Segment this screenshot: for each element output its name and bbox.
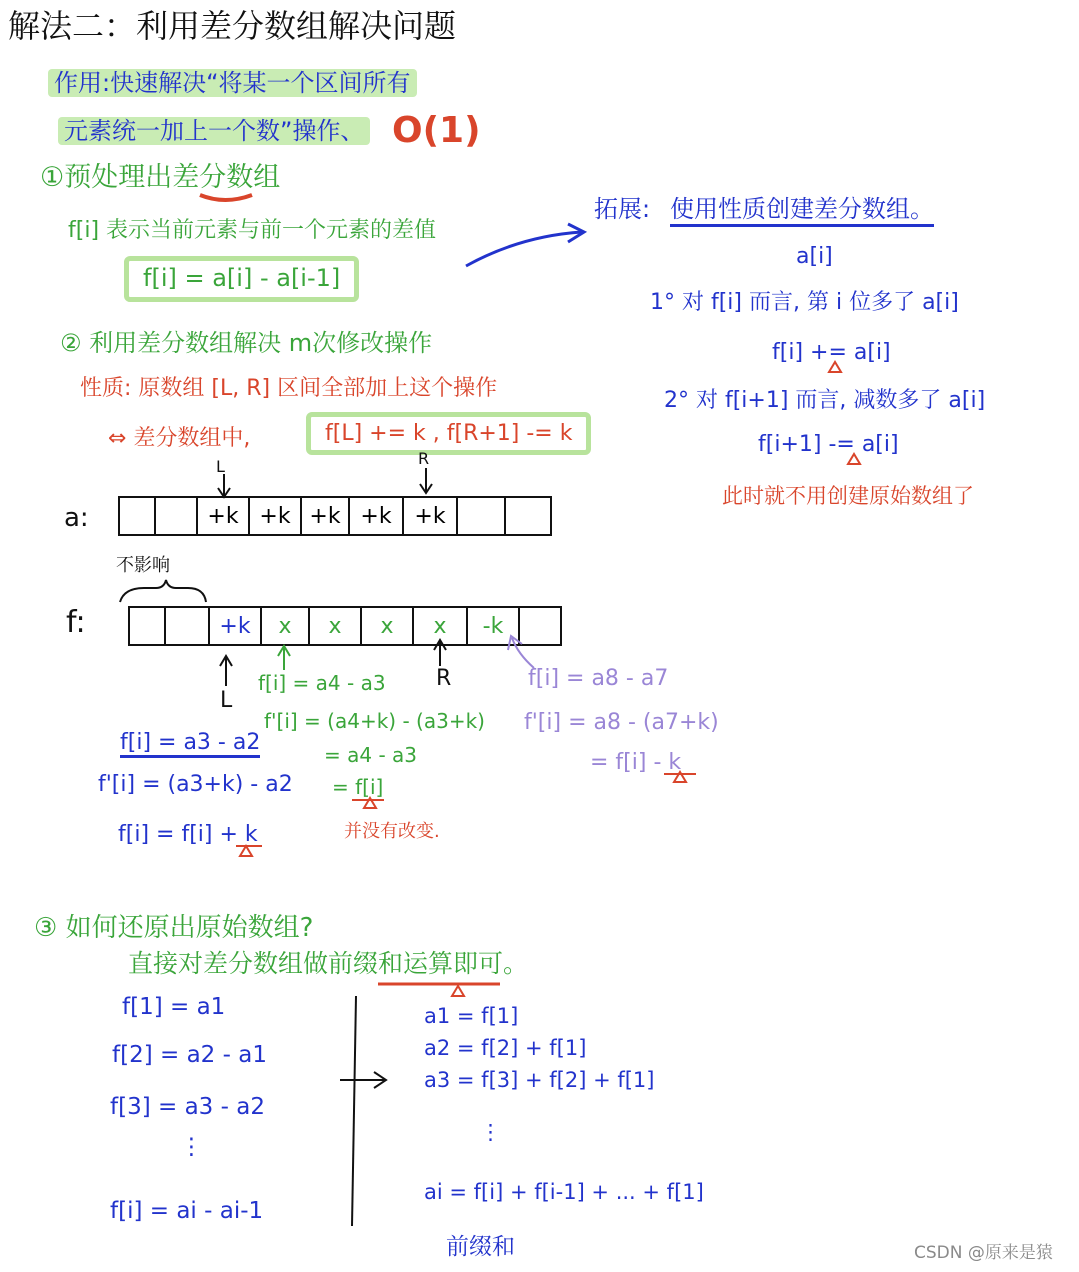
array-f-L-label: L [220, 688, 233, 713]
array-a-R-label: R [418, 449, 430, 468]
step3-left-5: f[i] = ai - ai-1 [110, 1198, 264, 1224]
array-a-cell [458, 498, 506, 534]
array-a-cell [156, 498, 198, 534]
triangle-mark [364, 798, 376, 808]
derivation-green-note: 并没有改变. [344, 821, 440, 842]
intro-line-1-text: 作用:快速解决“将某一个区间所有 [48, 69, 417, 97]
step3-right-1: a1 = f[1] [424, 1004, 519, 1028]
watermark: CSDN @原来是猿 [914, 1243, 1053, 1263]
array-a-cell [120, 498, 156, 534]
array-f-cell: x [362, 608, 414, 644]
intro-line-2-text: 元素统一加上一个数”操作、 [58, 117, 370, 145]
triangle-mark [452, 986, 464, 996]
step3-right-3: a3 = f[3] + f[2] + f[1] [424, 1068, 655, 1092]
step1-heading: ①预处理出差分数组 [40, 162, 281, 193]
array-f-cell: x [262, 608, 310, 644]
array-a-cell [506, 498, 550, 534]
intro-line-2 [58, 118, 370, 146]
step3-left-2: f[2] = a2 - a1 [112, 1042, 267, 1068]
array-a-L-label: L [216, 457, 225, 476]
step1-formula: f[i] = a[i] - a[i-1] [124, 256, 359, 302]
intro-line-1 [48, 70, 417, 98]
step2-property: 性质: 原数组 [L, R] 区间全部加上这个操作 [80, 376, 498, 401]
green-arrow-f [278, 646, 290, 670]
derivation-blue-1: f[i] = a3 - a2 [120, 730, 260, 758]
derivation-blue-2: f'[i] = (a3+k) - a2 [98, 772, 293, 797]
page-title: 解法二：利用差分数组解决问题 [8, 7, 457, 45]
array-f-label: f: [66, 605, 86, 640]
array-f-cell [166, 608, 210, 644]
array-f-cell: x [310, 608, 362, 644]
array-f-cell: +k [210, 608, 262, 644]
step3-left-4: ⋮ [180, 1134, 203, 1160]
array-f-R-label: R [436, 666, 452, 691]
extension-point-2: 2° 对 f[i+1] 而言, 减数多了 a[i] [664, 388, 986, 413]
step3-right-5: ai = f[i] + f[i-1] + ... + f[1] [424, 1180, 704, 1204]
step3-right-2: a2 = f[2] + f[1] [424, 1036, 587, 1060]
array-f-cell [130, 608, 166, 644]
extension-point-1-op: f[i] += a[i] [772, 340, 891, 365]
step2-equiv-formula: f[L] += k , f[R+1] -= k [306, 412, 591, 455]
step2-heading: ② 利用差分数组解决 m次修改操作 [60, 329, 433, 357]
step3-arrow [340, 1072, 386, 1088]
L-arrow-f [220, 656, 232, 686]
derivation-green-2: f'[i] = (a4+k) - (a3+k) [264, 709, 485, 733]
array-f-cell: x [414, 608, 468, 644]
extension-ai: a[i] [796, 244, 833, 269]
step1-description: f[i] 表示当前元素与前一个元素的差值 [68, 218, 437, 243]
red-underline-stroke [200, 195, 252, 200]
derivation-green-4: = f[i] [332, 775, 384, 799]
derivation-blue-3: f[i] = f[i] + k [118, 822, 258, 847]
derivation-purple-1: f[i] = a8 - a7 [528, 666, 669, 691]
L-arrow-a [218, 474, 230, 497]
step3-heading: ③ 如何还原出原始数组? [34, 913, 314, 943]
step3-divider [352, 996, 356, 1226]
complexity-label: O(1) [392, 110, 481, 151]
array-f-note: 不影响 [116, 555, 170, 576]
array-a-cell: +k [302, 498, 350, 534]
array-a-cell: +k [198, 498, 250, 534]
array-f-cell [520, 608, 560, 644]
step3-description: 直接对差分数组做前缀和运算即可。 [128, 949, 529, 978]
R-arrow-a [420, 468, 432, 493]
array-f [128, 606, 562, 646]
derivation-purple-2: f'[i] = a8 - (a7+k) [524, 710, 719, 735]
derivation-green-1: f[i] = a4 - a3 [258, 671, 386, 695]
step3-left-1: f[1] = a1 [122, 994, 226, 1020]
extension-text: 使用性质创建差分数组。 [670, 196, 934, 227]
triangle-mark [240, 846, 252, 856]
extension-point-2-op: f[i+1] -= a[i] [758, 432, 899, 457]
array-a-cell: +k [350, 498, 404, 534]
array-a-cell: +k [404, 498, 458, 534]
array-a-cell: +k [250, 498, 302, 534]
extension-point-1: 1° 对 f[i] 而言, 第 i 位多了 a[i] [650, 290, 959, 315]
array-a-label: a: [64, 503, 89, 533]
step3-right-4: ⋮ [480, 1120, 501, 1144]
extension-note: 此时就不用创建原始数组了 [722, 484, 974, 508]
derivation-green-3: = a4 - a3 [324, 743, 418, 767]
derivation-purple-3: = f[i] - k [590, 750, 682, 775]
step3-footer: 前缀和 [446, 1234, 515, 1260]
extension-arrow [466, 232, 582, 266]
extension-label: 拓展: [594, 195, 651, 223]
array-a [118, 496, 552, 536]
brace [120, 580, 206, 602]
step3-left-3: f[3] = a3 - a2 [110, 1094, 265, 1120]
step2-equiv-prefix: ⇔ 差分数组中, [108, 426, 251, 451]
array-f-cell: -k [468, 608, 520, 644]
